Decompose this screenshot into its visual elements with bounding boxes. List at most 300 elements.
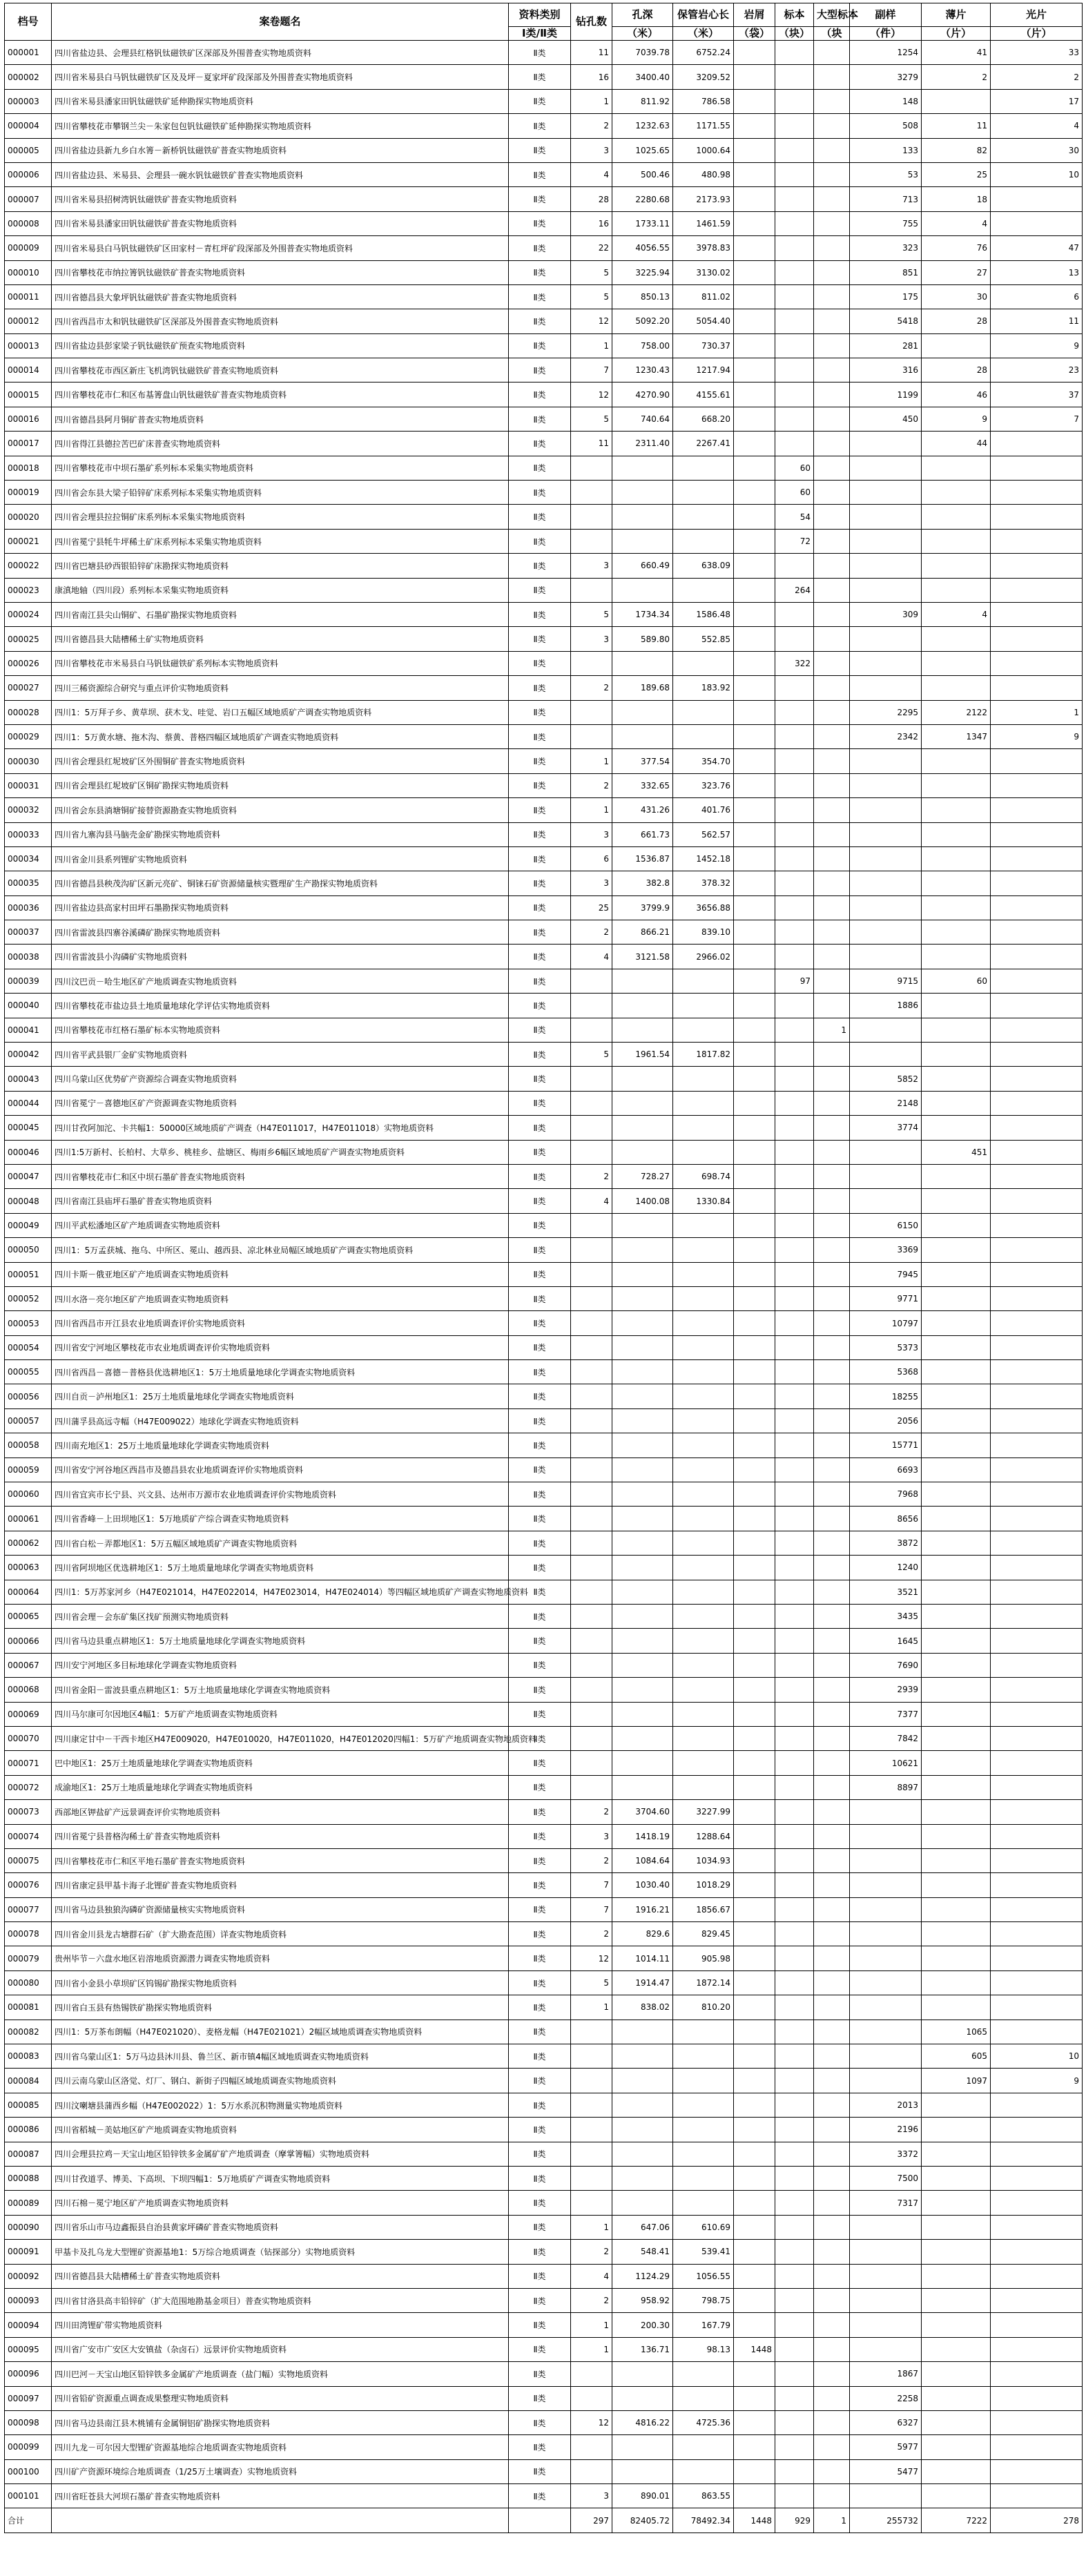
record-title-cell: 四川1：5万孟获城、拖乌、中所区、冕山、越西县、凉北林业局幅区域地质矿产调查实物地质资料 (52, 1238, 509, 1262)
thin-sections-cell: 82 (922, 138, 991, 162)
core-length-cell (673, 2459, 734, 2483)
archive-no-cell: 000020 (5, 505, 52, 529)
table-row (5, 138, 1083, 162)
category-cell: Ⅱ类 (509, 1091, 571, 1115)
record-title-cell: 四川省盐边县、会理县红格钒钛磁铁矿区深部及外围普查实物地质资料 (52, 41, 509, 65)
rock-chips-cell (734, 1726, 775, 1750)
category-cell: Ⅱ类 (509, 1531, 571, 1555)
subsamples-cell: 1199 (850, 382, 922, 407)
record-title-cell: 四川省会理县红坭坡矿区铜矿勘探实物地质资料 (52, 773, 509, 797)
rock-chips-cell (734, 1946, 775, 1970)
subsamples-cell (850, 1873, 922, 1897)
thin-sections-cell (922, 1507, 991, 1531)
specimens-cell (775, 1629, 814, 1653)
specimens-cell (775, 1238, 814, 1262)
table-row (5, 895, 1083, 920)
polished-sections-cell (991, 969, 1083, 993)
subsamples-cell: 7945 (850, 1262, 922, 1286)
rock-chips-cell (734, 1605, 775, 1629)
archive-no-cell: 000047 (5, 1164, 52, 1188)
thin-sections-cell (922, 1556, 991, 1580)
hole-depth-cell (612, 1531, 673, 1555)
col-big-specimen-unit: （块 (814, 27, 850, 41)
table-row (5, 1605, 1083, 1629)
rock-chips-cell (734, 114, 775, 138)
archive-no-cell: 000027 (5, 676, 52, 700)
thin-sections-cell (922, 2362, 991, 2386)
rock-chips-cell (734, 1189, 775, 1213)
specimens-cell: 60 (775, 481, 814, 505)
core-length-cell (673, 1556, 734, 1580)
record-title-cell: 四川会理县拉鸡－天宝山地区铅锌铁多金属矿矿产地质调查（摩掌箐幅）实物地质资料 (52, 2142, 509, 2166)
thin-sections-cell (922, 89, 991, 113)
core-length-cell (673, 1360, 734, 1384)
archive-no-cell: 000056 (5, 1384, 52, 1408)
table-row (5, 2459, 1083, 2483)
polished-sections-cell (991, 1702, 1083, 1726)
archive-no-cell: 000091 (5, 2240, 52, 2264)
specimens-cell (775, 432, 814, 456)
subsamples-cell: 2013 (850, 2093, 922, 2117)
category-cell: Ⅱ类 (509, 651, 571, 675)
specimens-cell (775, 2362, 814, 2386)
subsamples-cell (850, 1995, 922, 2020)
record-title-cell: 四川省米易县白马钒钛磁铁矿区田家村－青杠坪矿段深部及外围普查实物地质资料 (52, 236, 509, 260)
rock-chips-cell (734, 945, 775, 969)
core-length-cell (673, 1433, 734, 1458)
record-title-cell: 四川省马边县重点耕地区1：5万土地质量地球化学调查实物地质资料 (52, 1629, 509, 1653)
table-row (5, 1140, 1083, 1164)
archive-no-cell: 000072 (5, 1775, 52, 1799)
record-title-cell: 四川省康定县甲基卡海子北锂矿普查实物地质资料 (52, 1873, 509, 1897)
category-cell: Ⅱ类 (509, 1335, 571, 1359)
subsamples-cell (850, 1043, 922, 1067)
drill-holes-cell: 12 (571, 2410, 612, 2434)
hole-depth-cell: 758.00 (612, 333, 673, 358)
archive-no-cell: 000035 (5, 871, 52, 895)
table-row (5, 529, 1083, 553)
record-title-cell: 四川1：5万苏家河乡（H47E021014，H47E022014，H47E023014，H47E024014）等四幅区域地质矿产调查实物地质资料 (52, 1580, 509, 1604)
record-title-cell: 四川1：5万拜子乡、黄草坝、获木戈、哇觉、岩口五幅区域地质矿产调查实物地质资料 (52, 700, 509, 724)
polished-sections-cell (991, 1482, 1083, 1507)
table-row (5, 407, 1083, 431)
table-row (5, 1018, 1083, 1042)
specimens-cell (775, 309, 814, 333)
category-cell: Ⅱ类 (509, 1824, 571, 1848)
table-row (5, 260, 1083, 284)
subsamples-cell: 6693 (850, 1458, 922, 1482)
record-title-cell: 四川省阿坝地区优选耕地区1：5万土地质量地球化学调查实物地质资料 (52, 1556, 509, 1580)
totals-row (5, 2508, 1083, 2533)
archive-no-cell: 000080 (5, 1970, 52, 1995)
archive-no-cell: 000021 (5, 529, 52, 553)
polished-sections-cell (991, 1091, 1083, 1115)
thin-sections-cell (922, 627, 991, 651)
polished-sections-cell (991, 1213, 1083, 1237)
record-title-cell: 贵州毕节－六盘水地区岩溶地质资源潜力调查实物地质资料 (52, 1946, 509, 1970)
rock-chips-cell (734, 481, 775, 505)
specimens-cell (775, 1897, 814, 1921)
record-title-cell: 四川甘孜道孚、博美、下高坝、下坝四幅1：5万地质矿产调查实物地质资料 (52, 2166, 509, 2190)
record-title-cell: 四川省会理县红坭坡矿区外围铜矿普查实物地质资料 (52, 749, 509, 773)
polished-sections-cell: 9 (991, 724, 1083, 748)
rock-chips-cell (734, 2459, 775, 2483)
table-row (5, 846, 1083, 871)
subsamples-cell (850, 1800, 922, 1824)
record-title-cell: 四川省安宁河地区攀枝花市农业地质调查评价实物地质资料 (52, 1335, 509, 1359)
archive-no-cell: 000059 (5, 1458, 52, 1482)
record-title-cell: 四川马尔康可尔因地区4幅1：5万矿产地质调查实物地质资料 (52, 1702, 509, 1726)
subsamples-cell (850, 2044, 922, 2069)
polished-sections-cell (991, 1970, 1083, 1995)
hole-depth-cell: 377.54 (612, 749, 673, 773)
col-chip-unit: （袋） (734, 27, 775, 41)
col-core-header: 保管岩心长 (673, 3, 734, 27)
archive-no-cell: 000004 (5, 114, 52, 138)
hole-depth-cell: 1418.19 (612, 1824, 673, 1848)
drill-holes-cell: 1 (571, 1995, 612, 2020)
hole-depth-cell (612, 1775, 673, 1799)
polished-sections-cell: 9 (991, 333, 1083, 358)
core-length-cell: 798.75 (673, 2288, 734, 2312)
record-title-cell: 四川省小金县小草坝矿区钨锡矿勘探实物地质资料 (52, 1970, 509, 1995)
table-row (5, 1995, 1083, 2020)
drill-holes-cell (571, 1531, 612, 1555)
archive-no-cell: 000075 (5, 1848, 52, 1872)
table-row (5, 1238, 1083, 1262)
large-specimens-cell (814, 1458, 850, 1482)
large-specimens-cell (814, 358, 850, 382)
subsamples-cell: 1254 (850, 41, 922, 65)
large-specimens-cell (814, 1067, 850, 1091)
record-title-cell: 四川康定甘中－干西卡地区H47E009020，H47E010020，H47E011020，H47E012020四幅1：5万矿产地质调查实物地质资料 (52, 1726, 509, 1750)
record-title-cell: 四川省西昌市开江县农业地质调查评价实物地质资料 (52, 1311, 509, 1335)
subsamples-cell: 7317 (850, 2191, 922, 2215)
totals-thin-section: 7222 (922, 2508, 991, 2533)
archive-no-cell: 000101 (5, 2484, 52, 2508)
subsamples-cell: 8656 (850, 1507, 922, 1531)
category-cell: Ⅱ类 (509, 1067, 571, 1091)
polished-sections-cell (991, 2020, 1083, 2044)
subsamples-cell: 2056 (850, 1408, 922, 1433)
hole-depth-cell (612, 2142, 673, 2166)
large-specimens-cell (814, 1091, 850, 1115)
large-specimens-cell (814, 1482, 850, 1507)
archive-no-cell: 000041 (5, 1018, 52, 1042)
thin-sections-cell (922, 1164, 991, 1188)
hole-depth-cell (612, 2118, 673, 2142)
table-row (5, 1824, 1083, 1848)
drill-holes-cell: 5 (571, 1043, 612, 1067)
rock-chips-cell (734, 1531, 775, 1555)
table-row (5, 554, 1083, 578)
archive-no-cell: 000092 (5, 2264, 52, 2288)
drill-holes-cell (571, 456, 612, 480)
col-category-sub: Ⅰ类/Ⅱ类 (509, 27, 571, 41)
category-cell: Ⅱ类 (509, 1702, 571, 1726)
rock-chips-cell (734, 749, 775, 773)
large-specimens-cell (814, 1922, 850, 1946)
hole-depth-cell: 958.92 (612, 2288, 673, 2312)
archive-no-cell: 000016 (5, 407, 52, 431)
archive-no-cell: 000049 (5, 1213, 52, 1237)
rock-chips-cell (734, 1091, 775, 1115)
hole-depth-cell: 548.41 (612, 2240, 673, 2264)
category-cell: Ⅱ类 (509, 187, 571, 211)
core-length-cell: 1217.94 (673, 358, 734, 382)
rock-chips-cell (734, 627, 775, 651)
category-cell: Ⅱ类 (509, 65, 571, 89)
hole-depth-cell (612, 1507, 673, 1531)
table-row (5, 1067, 1083, 1091)
core-length-cell (673, 2362, 734, 2386)
drill-holes-cell: 2 (571, 114, 612, 138)
specimens-cell (775, 798, 814, 822)
specimens-cell: 264 (775, 578, 814, 602)
category-cell: Ⅱ类 (509, 41, 571, 65)
thin-sections-cell (922, 1408, 991, 1433)
large-specimens-cell (814, 481, 850, 505)
record-title-cell: 四川省南江县尖山铜矿、石墨矿勘探实物地质资料 (52, 602, 509, 626)
hole-depth-cell: 811.92 (612, 89, 673, 113)
large-specimens-cell (814, 2337, 850, 2361)
large-specimens-cell (814, 505, 850, 529)
drill-holes-cell: 1 (571, 2313, 612, 2337)
record-title-cell: 四川省冕宁县普格沟稀土矿普查实物地质资料 (52, 1824, 509, 1848)
rock-chips-cell (734, 1824, 775, 1848)
polished-sections-cell (991, 1556, 1083, 1580)
large-specimens-cell (814, 1775, 850, 1799)
rock-chips-cell (734, 211, 775, 235)
specimens-cell (775, 89, 814, 113)
subsamples-cell: 175 (850, 284, 922, 309)
record-title-cell: 四川省西昌市太和钒钛磁铁矿区深部及外围普查实物地质资料 (52, 309, 509, 333)
specimens-cell (775, 749, 814, 773)
thin-sections-cell: 451 (922, 1140, 991, 1164)
archive-no-cell: 000007 (5, 187, 52, 211)
specimens-cell (775, 1043, 814, 1067)
category-cell: Ⅱ类 (509, 822, 571, 846)
polished-sections-cell (991, 2118, 1083, 2142)
table-row (5, 41, 1083, 65)
subsamples-cell: 1867 (850, 2362, 922, 2386)
table-row (5, 2410, 1083, 2434)
thin-sections-cell (922, 846, 991, 871)
table-row (5, 2362, 1083, 2386)
drill-holes-cell (571, 1678, 612, 1702)
archive-no-cell: 000064 (5, 1580, 52, 1604)
large-specimens-cell (814, 1556, 850, 1580)
category-cell: Ⅱ类 (509, 333, 571, 358)
drill-holes-cell (571, 481, 612, 505)
polished-sections-cell (991, 1262, 1083, 1286)
record-title-cell: 四川省德昌县大象坪钒钛磁铁矿普查实物地质资料 (52, 284, 509, 309)
large-specimens-cell (814, 1164, 850, 1188)
core-length-cell: 323.76 (673, 773, 734, 797)
table-row (5, 1433, 1083, 1458)
archive-no-cell: 000013 (5, 333, 52, 358)
table-row (5, 2020, 1083, 2044)
drill-holes-cell (571, 2459, 612, 2483)
category-cell: Ⅱ类 (509, 407, 571, 431)
large-specimens-cell (814, 382, 850, 407)
polished-sections-cell: 17 (991, 89, 1083, 113)
record-title-cell: 四川省攀枝花市中坝石墨矿系列标本采集实物地质资料 (52, 456, 509, 480)
category-cell: Ⅱ类 (509, 1360, 571, 1384)
hole-depth-cell: 4056.55 (612, 236, 673, 260)
rock-chips-cell (734, 2435, 775, 2459)
hole-depth-cell: 1014.11 (612, 1946, 673, 1970)
subsamples-cell (850, 1970, 922, 1995)
archive-no-cell: 000061 (5, 1507, 52, 1531)
hole-depth-cell (612, 456, 673, 480)
subsamples-cell (850, 2313, 922, 2337)
table-row (5, 1091, 1083, 1115)
drill-holes-cell (571, 505, 612, 529)
core-length-cell (673, 2044, 734, 2069)
record-title-cell: 四川省乐山市马边鑫振县自治县黄家坪磷矿普查实物地质资料 (52, 2215, 509, 2239)
core-length-cell: 786.58 (673, 89, 734, 113)
subsamples-cell: 53 (850, 162, 922, 186)
thin-sections-cell (922, 554, 991, 578)
thin-sections-cell (922, 529, 991, 553)
thin-sections-cell (922, 1922, 991, 1946)
record-title-cell: 四川田湾锂矿带实物地质资料 (52, 2313, 509, 2337)
category-cell: Ⅱ类 (509, 1678, 571, 1702)
hole-depth-cell (612, 2362, 673, 2386)
large-specimens-cell (814, 1800, 850, 1824)
core-length-cell: 3209.52 (673, 65, 734, 89)
rock-chips-cell (734, 871, 775, 895)
rock-chips-cell (734, 1897, 775, 1921)
drill-holes-cell (571, 2020, 612, 2044)
table-row (5, 1482, 1083, 1507)
polished-sections-cell (991, 1848, 1083, 1872)
archive-no-cell: 000070 (5, 1726, 52, 1750)
hole-depth-cell (612, 2166, 673, 2190)
col-big-specimen-header: 大型标本 (814, 3, 850, 27)
polished-sections-cell (991, 994, 1083, 1018)
hole-depth-cell (612, 1286, 673, 1310)
rock-chips-cell (734, 260, 775, 284)
thin-sections-cell (922, 1775, 991, 1799)
record-title-cell: 四川省西昌－喜德－普格县优选耕地区1：5万土地质量地球化学调查实物地质资料 (52, 1360, 509, 1384)
rock-chips-cell (734, 1507, 775, 1531)
archive-no-cell: 000051 (5, 1262, 52, 1286)
rock-chips-cell (734, 969, 775, 993)
record-title-cell: 四川省米易县潘家田钒钛磁铁矿普查实物地质资料 (52, 211, 509, 235)
large-specimens-cell (814, 1605, 850, 1629)
hole-depth-cell (612, 1238, 673, 1262)
table-row (5, 871, 1083, 895)
polished-sections-cell (991, 1995, 1083, 2020)
thin-sections-cell: 9 (922, 407, 991, 431)
drill-holes-cell: 2 (571, 1800, 612, 1824)
rock-chips-cell (734, 1970, 775, 1995)
category-cell: Ⅱ类 (509, 529, 571, 553)
archive-no-cell: 000071 (5, 1751, 52, 1775)
large-specimens-cell (814, 1043, 850, 1067)
polished-sections-cell (991, 895, 1083, 920)
thin-sections-cell (922, 871, 991, 895)
archive-no-cell: 000010 (5, 260, 52, 284)
specimens-cell (775, 724, 814, 748)
category-cell: Ⅱ类 (509, 1556, 571, 1580)
drill-holes-cell: 1 (571, 2337, 612, 2361)
rock-chips-cell (734, 2166, 775, 2190)
core-length-cell (673, 651, 734, 675)
core-length-cell: 354.70 (673, 749, 734, 773)
table-row (5, 505, 1083, 529)
record-title-cell: 四川巴河－天宝山地区铅锌铁多金属矿产地质调查（盐门幅）实物地质资料 (52, 2362, 509, 2386)
core-length-cell: 1586.48 (673, 602, 734, 626)
hole-depth-cell (612, 2386, 673, 2410)
core-length-cell: 1330.84 (673, 1189, 734, 1213)
subsamples-cell: 1240 (850, 1556, 922, 1580)
core-length-cell: 839.10 (673, 920, 734, 945)
hole-depth-cell: 829.6 (612, 1922, 673, 1946)
rock-chips-cell (734, 309, 775, 333)
rock-chips-cell (734, 1482, 775, 1507)
category-cell: Ⅱ类 (509, 994, 571, 1018)
totals-depth: 82405.72 (612, 2508, 673, 2533)
subsamples-cell: 2258 (850, 2386, 922, 2410)
hole-depth-cell: 728.27 (612, 1164, 673, 1188)
rock-chips-cell (734, 651, 775, 675)
thin-sections-cell (922, 749, 991, 773)
rock-chips-cell (734, 2044, 775, 2069)
table-row (5, 627, 1083, 651)
specimens-cell (775, 1580, 814, 1604)
col-thin-section-unit: （片） (922, 27, 991, 41)
large-specimens-cell (814, 138, 850, 162)
thin-sections-cell (922, 2459, 991, 2483)
category-cell: Ⅱ类 (509, 1775, 571, 1799)
thin-sections-cell (922, 2118, 991, 2142)
core-length-cell (673, 2191, 734, 2215)
record-title-cell: 成渝地区1：25万土地质量地球化学调查实物地质资料 (52, 1775, 509, 1799)
polished-sections-cell (991, 1946, 1083, 1970)
rock-chips-cell (734, 1286, 775, 1310)
core-length-cell: 1856.67 (673, 1897, 734, 1921)
table-row (5, 358, 1083, 382)
rock-chips-cell (734, 1408, 775, 1433)
rock-chips-cell (734, 529, 775, 553)
specimens-cell (775, 1653, 814, 1677)
subsamples-cell: 5477 (850, 2459, 922, 2483)
rock-chips-cell (734, 284, 775, 309)
large-specimens-cell (814, 651, 850, 675)
rock-chips-cell (734, 1238, 775, 1262)
table-row (5, 2044, 1083, 2069)
large-specimens-cell (814, 602, 850, 626)
drill-holes-cell (571, 1018, 612, 1042)
record-title-cell: 四川省盐边县彭家梁子钒钛磁铁矿预查实物地质资料 (52, 333, 509, 358)
large-specimens-cell (814, 1384, 850, 1408)
table-row (5, 2337, 1083, 2361)
record-title-cell: 四川省乌蒙山区1：5万马边县沐川县、鲁兰区、新市镇4幅区域地质调查实物地质资料 (52, 2044, 509, 2069)
thin-sections-cell (922, 1335, 991, 1359)
table-row (5, 1311, 1083, 1335)
rock-chips-cell (734, 187, 775, 211)
table-row (5, 2191, 1083, 2215)
subsamples-cell (850, 1824, 922, 1848)
subsamples-cell: 18255 (850, 1384, 922, 1408)
rock-chips-cell (734, 1922, 775, 1946)
specimens-cell (775, 1189, 814, 1213)
specimens-cell (775, 1018, 814, 1042)
polished-sections-cell: 47 (991, 236, 1083, 260)
